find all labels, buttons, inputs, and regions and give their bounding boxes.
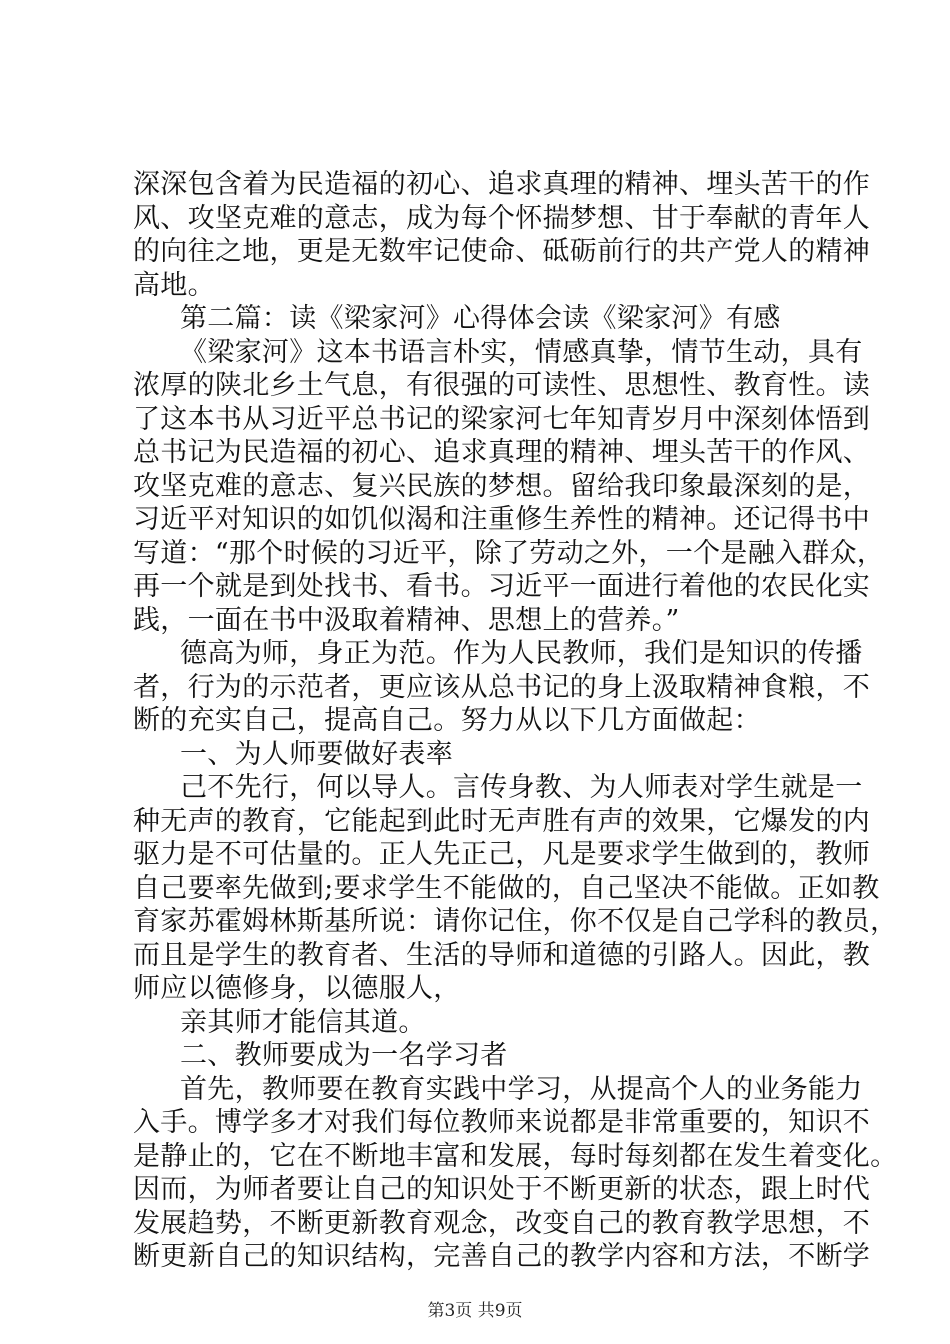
text-line: 二、教师要成为一名学习者: [180, 1040, 508, 1071]
page-footer: 第3页 共9页: [427, 1301, 523, 1321]
text-line: 己不先行，何以导人。言传身教、为人师表对学生就是一: [180, 772, 863, 803]
text-line: 风、攻坚克难的意志，成为每个怀揣梦想、甘于奉献的青年人: [133, 202, 871, 234]
text-line: 总书记为民造福的初心、追求真理的精神、埋头苦干的作风、: [133, 437, 871, 468]
text-line: 育家苏霍姆林斯基所说：请你记住，你不仅是自己学科的教员，: [133, 906, 898, 937]
text-line: 德高为师，身正为范。作为人民教师，我们是知识的传播: [180, 638, 863, 669]
text-line: 断更新自己的知识结构，完善自己的教学内容和方法，不断学: [133, 1241, 871, 1272]
text-line: 入手。博学多才对我们每位教师来说都是非常重要的，知识不: [133, 1107, 871, 1138]
text-line: 而且是学生的教育者、生活的导师和道德的引路人。因此，教: [133, 939, 871, 971]
text-line: 因而，为师者要让自己的知识处于不断更新的状态，跟上时代: [133, 1174, 871, 1205]
text-line: 践，一面在书中汲取着精神、思想上的营养。”: [133, 604, 680, 636]
text-line: 高地。: [133, 269, 215, 301]
text-line: 《梁家河》这本书语言朴实，情感真挚，情节生动，具有: [180, 336, 863, 368]
text-line: 者，行为的示范者，更应该从总书记的身上汲取精神食粮，不: [133, 671, 871, 703]
text-line: 驱力是不可估量的。正人先正己，凡是要求学生做到的，教师: [133, 839, 871, 870]
text-line: 断的充实自己，提高自己。努力从以下几方面做起：: [133, 705, 761, 736]
text-line: 发展趋势，不断更新教育观念，改变自己的教育教学思想，不: [133, 1207, 871, 1239]
text-line: 攻坚克难的意志、复兴民族的梦想。留给我印象最深刻的是，: [133, 470, 871, 502]
text-line: 自己要率先做到;要求学生不能做的，自己坚决不能做。正如教: [133, 872, 880, 904]
text-line: 了这本书从习近平总书记的梁家河七年知青岁月中深刻体悟到: [133, 403, 871, 435]
text-line: 再一个就是到处找书、看书。习近平一面进行着他的农民化实: [133, 571, 871, 602]
text-line: 亲其师才能信其道。: [180, 1006, 426, 1038]
text-line: 深深包含着为民造福的初心、追求真理的精神、埋头苦干的作: [133, 169, 871, 200]
text-line: 浓厚的陕北乡土气息，有很强的可读性、思想性、教育性。读: [133, 370, 871, 401]
text-line: 师应以德修身，以德服人，: [133, 973, 461, 1004]
text-line: 第二篇：读《梁家河》心得体会读《梁家河》有感: [180, 303, 781, 334]
text-line: 一、为人师要做好表率: [180, 738, 453, 770]
text-line: 种无声的教育，它能起到此时无声胜有声的效果，它爆发的内: [133, 805, 871, 837]
text-line: 首先，教师要在教育实践中学习，从提高个人的业务能力: [180, 1073, 863, 1105]
text-line: 是静止的，它在不断地丰富和发展，每时每刻都在发生着变化。: [133, 1140, 898, 1172]
text-line: 写道：“那个时候的习近平，除了劳动之外，一个是融入群众，: [133, 537, 885, 569]
text-line: 习近平对知识的如饥似渴和注重修生养性的精神。还记得书中: [133, 504, 871, 535]
text-line: 的向往之地，更是无数牢记使命、砥砺前行的共产党人的精神: [133, 236, 871, 267]
